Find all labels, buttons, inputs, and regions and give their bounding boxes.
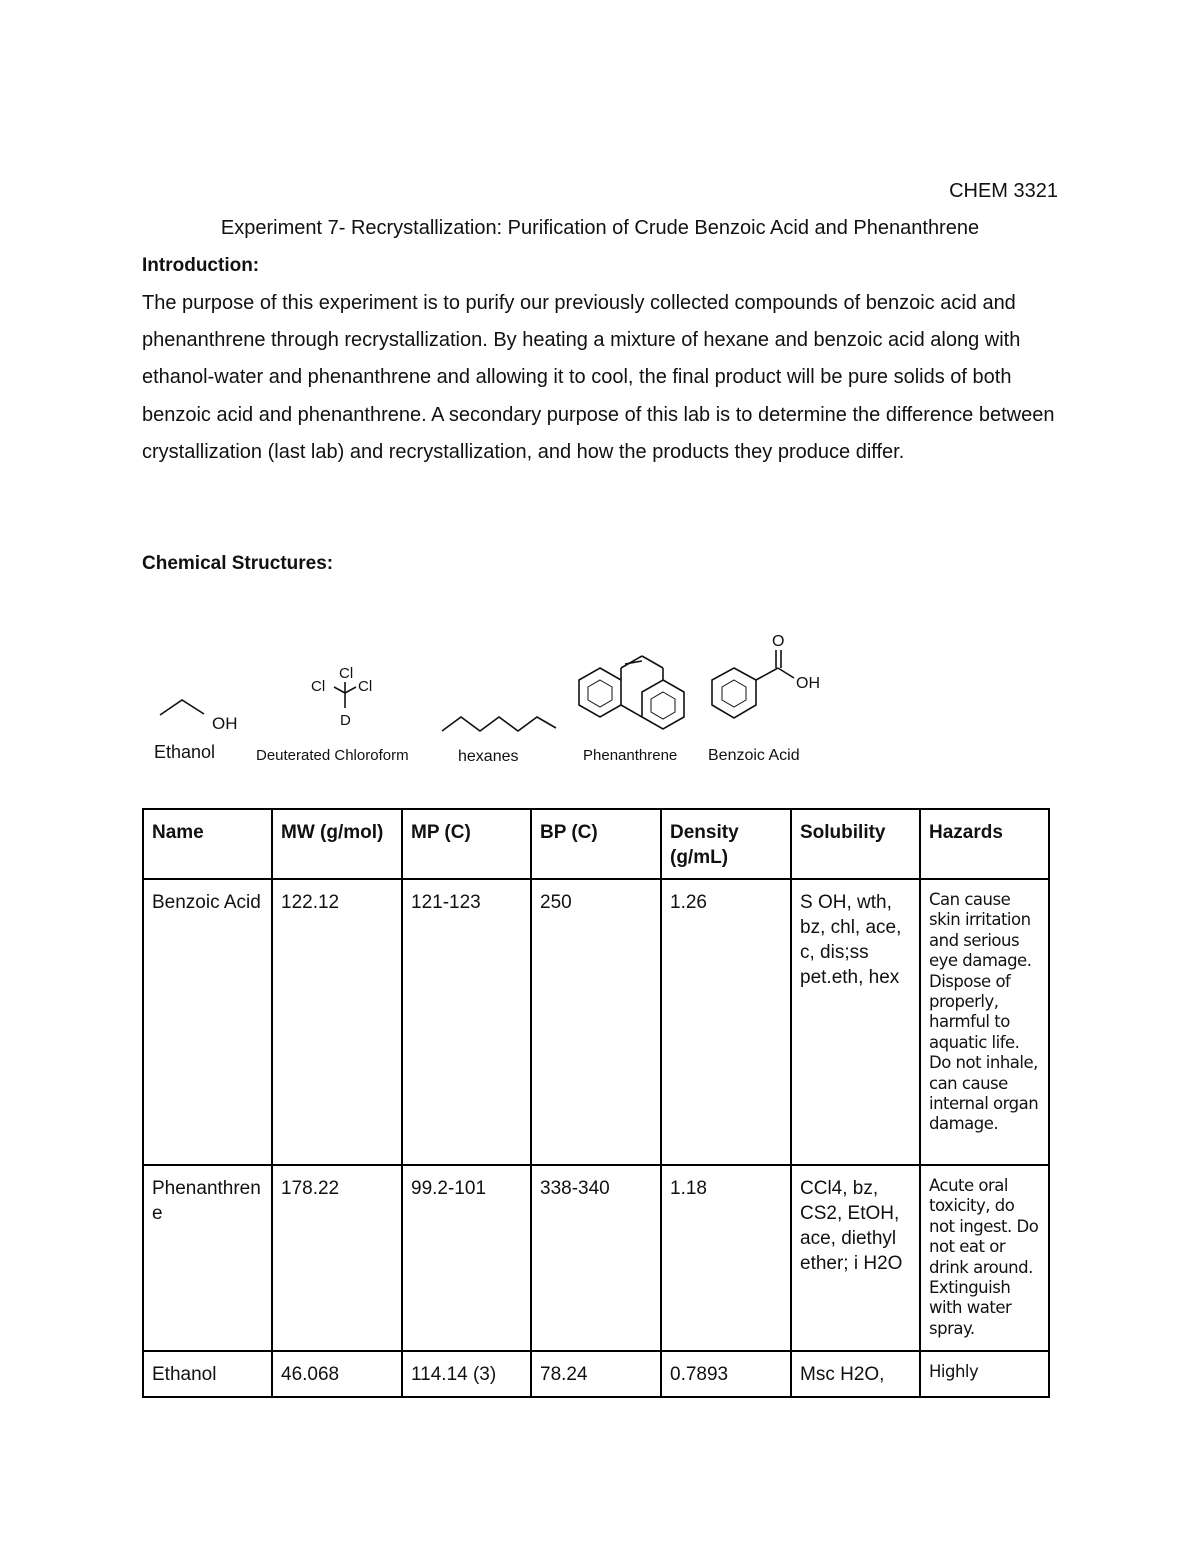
label-phenanthrene: Phenanthrene xyxy=(583,747,678,764)
benzoic-o-label: O xyxy=(772,633,785,650)
chloroform-cl-left: Cl xyxy=(311,678,326,695)
mw-cell: 178.22 xyxy=(272,1165,402,1351)
header-cell: Name xyxy=(143,809,272,879)
chloroform-bonds xyxy=(334,682,356,708)
table-row xyxy=(143,1351,1049,1397)
chloroform-d-label: D xyxy=(340,712,351,729)
density-cell: 1.18 xyxy=(661,1165,791,1351)
header-cell: Hazards xyxy=(920,809,1049,879)
chemical-properties-table xyxy=(142,808,1050,1398)
density-cell: 1.26 xyxy=(661,879,791,1165)
header-cell: Solubility xyxy=(791,809,920,879)
solubility-cell: S OH, wth, bz, chl, ace, c, dis;ss pet.eth, hex xyxy=(791,879,920,1165)
name-cell: Phenanthrene xyxy=(143,1165,272,1351)
table-header-row xyxy=(143,809,1049,879)
table-row xyxy=(143,1165,1049,1351)
header-cell: Density (g/mL) xyxy=(661,809,791,879)
header-cell: MW (g/mol) xyxy=(272,809,402,879)
label-ethanol: Ethanol xyxy=(154,742,216,762)
name-cell: Ethanol xyxy=(143,1351,272,1397)
hexanes-skeleton xyxy=(442,717,556,731)
mp-cell: 121-123 xyxy=(402,879,531,1165)
hazards-cell: Can cause skin irritation and serious eye damage. Dispose of properly, harmful to aquatic life. Do not inhale, can cause internal organ damage. xyxy=(920,879,1049,1165)
label-hexanes: hexanes xyxy=(458,748,519,765)
course-code: CHEM 3321 xyxy=(949,180,1058,202)
label-benzoic-acid: Benzoic Acid xyxy=(708,747,800,764)
ethanol-skeleton xyxy=(160,700,204,715)
document-title: Experiment 7- Recrystallization: Purification of Crude Benzoic Acid and Phenanthrene xyxy=(220,217,980,239)
hazards-cell: Acute oral toxicity, do not ingest. Do not eat or drink around. Extinguish with water spray. xyxy=(920,1165,1049,1351)
benzoic-oh-label: OH xyxy=(796,675,820,692)
introduction-heading: Introduction: xyxy=(142,255,260,276)
table-row xyxy=(143,879,1049,1165)
introduction-paragraph: The purpose of this experiment is to purify our previously collected compounds of benzoic acid and phenanthrene through recrystallization. By heating a mixture of hexane and benzoic acid along with ethanol-water and phenanthrene and allowing it to cool, the final product will be pure solids of both benzoic acid and phenanthrene. A secondary purpose of this lab is to determine the difference between crystallization (last lab) and recrystallization, and how the products they produce differ. xyxy=(142,292,1055,463)
hazards-cell: Highly xyxy=(920,1351,1049,1397)
mw-cell: 46.068 xyxy=(272,1351,402,1397)
benzoic-acid-skeleton xyxy=(712,650,794,718)
solubility-cell: CCl4, bz, CS2, EtOH, ace, diethyl ether; i H2O xyxy=(791,1165,920,1351)
solubility-cell: Msc H2O, xyxy=(791,1351,920,1397)
mp-cell: 99.2-101 xyxy=(402,1165,531,1351)
bp-cell: 338-340 xyxy=(531,1165,661,1351)
header-cell: BP (C) xyxy=(531,809,661,879)
header-cell: MP (C) xyxy=(402,809,531,879)
name-cell: Benzoic Acid xyxy=(143,879,272,1165)
bp-cell: 250 xyxy=(531,879,661,1165)
phenanthrene-skeleton xyxy=(579,656,684,729)
density-cell: 0.7893 xyxy=(661,1351,791,1397)
mw-cell: 122.12 xyxy=(272,879,402,1165)
label-deuterated-chloroform: Deuterated Chloroform xyxy=(256,747,409,764)
mp-cell: 114.14 (3) xyxy=(402,1351,531,1397)
chemical-structures-figure xyxy=(140,620,840,770)
chemical-structures-heading: Chemical Structures: xyxy=(142,553,334,574)
chloroform-cl-top: Cl xyxy=(339,665,354,682)
chloroform-cl-right: Cl xyxy=(358,678,373,695)
ethanol-oh-label: OH xyxy=(212,714,238,733)
bp-cell: 78.24 xyxy=(531,1351,661,1397)
